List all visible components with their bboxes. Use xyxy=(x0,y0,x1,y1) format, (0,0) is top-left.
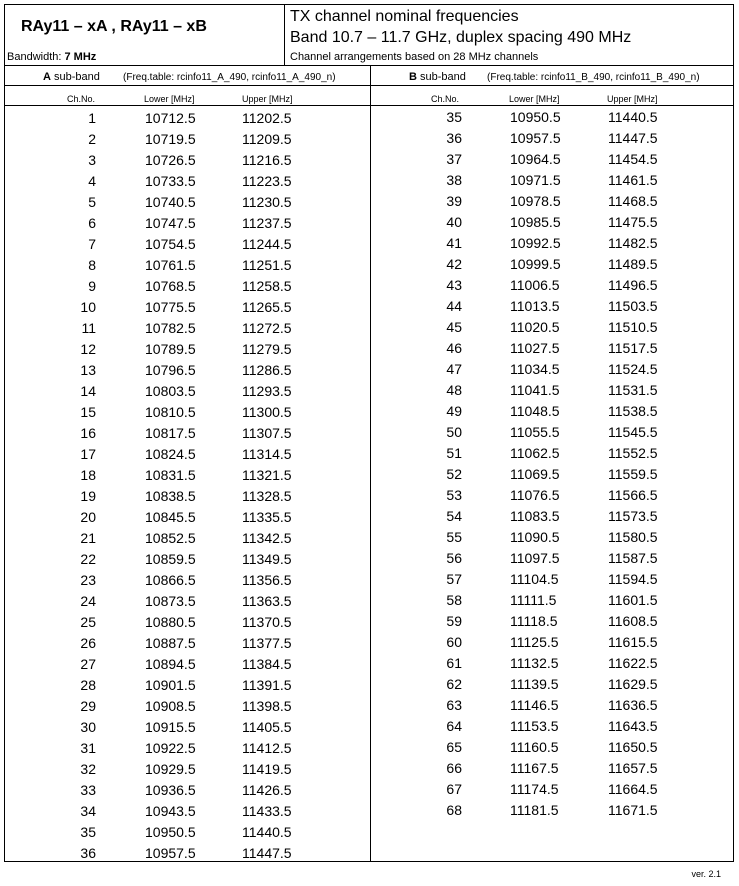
subband-a-lower-frequency: 10887.5 xyxy=(145,635,196,651)
subband-b-channel-number: 45 xyxy=(446,319,462,335)
subband-b-channel-number: 43 xyxy=(446,277,462,293)
subband-a-channel-number: 25 xyxy=(80,614,96,630)
subband-a-channel-number: 27 xyxy=(80,656,96,672)
subband-a-upper-frequency: 11293.5 xyxy=(242,383,292,399)
subband-b-lower-frequency: 11090.5 xyxy=(510,529,560,545)
subband-a-upper-frequency: 11412.5 xyxy=(242,740,292,756)
subband-a-upper-frequency: 11307.5 xyxy=(242,425,292,441)
subband-b-table-row xyxy=(5,256,733,277)
subband-a-channel-number: 18 xyxy=(80,467,96,483)
subband-a-lower-frequency: 10733.5 xyxy=(145,173,196,189)
subband-b-channel-number: 46 xyxy=(446,340,462,356)
subband-b-lower-frequency: 11104.5 xyxy=(510,571,559,587)
subband-a-lower-frequency: 10817.5 xyxy=(145,425,196,441)
subband-b-lower-frequency: 10950.5 xyxy=(510,109,561,125)
subband-b-table-row xyxy=(5,382,733,403)
subband-a-upper-frequency: 11279.5 xyxy=(242,341,292,357)
subband-b-table-row xyxy=(5,403,733,424)
subband-a-lower-frequency: 10950.5 xyxy=(145,824,196,840)
subband-b-freq-table: (Freq.table: rcinfo11_B_490, rcinfo11_B_490_n) xyxy=(487,72,700,83)
subband-a-lower-frequency: 10901.5 xyxy=(145,677,196,693)
subband-b-channel-number: 51 xyxy=(446,445,462,461)
subband-a-heading xyxy=(43,71,100,83)
subband-a-upper-frequency: 11356.5 xyxy=(242,572,292,588)
subband-b-lower-frequency: 11174.5 xyxy=(510,781,559,797)
subband-a-channel-number: 3 xyxy=(88,152,96,168)
subband-b-table-row xyxy=(5,676,733,697)
subband-b-lower-frequency: 11139.5 xyxy=(510,676,559,692)
title-line-2: Band 10.7 – 11.7 GHz, duplex spacing 490 MHz xyxy=(290,29,632,46)
subband-b-table-row xyxy=(5,592,733,613)
title-line-1: TX channel nominal frequencies xyxy=(290,8,519,25)
subband-a-lower-frequency: 10908.5 xyxy=(145,698,196,714)
subband-b-channel-number: 68 xyxy=(446,802,462,818)
subband-b-channel-number: 67 xyxy=(446,781,462,797)
subband-b-upper-frequency: 11671.5 xyxy=(608,802,658,818)
subband-a-lower-frequency: 10810.5 xyxy=(145,404,196,420)
bandwidth xyxy=(7,51,96,63)
subband-a-upper-frequency: 11314.5 xyxy=(242,446,292,462)
subband-b-channel-number: 61 xyxy=(446,655,462,671)
subband-a-col-upper: Upper [MHz] xyxy=(242,94,293,104)
subband-b-heading xyxy=(409,71,466,83)
subband-a-upper-frequency: 11223.5 xyxy=(242,173,292,189)
subband-b-table-row xyxy=(5,655,733,676)
subband-a-lower-frequency: 10838.5 xyxy=(145,488,196,504)
subband-a-col-ch: Ch.No. xyxy=(67,94,96,104)
subband-a-lower-frequency: 10922.5 xyxy=(145,740,196,756)
subband-b-upper-frequency: 11496.5 xyxy=(608,277,658,293)
subband-a-upper-frequency: 11349.5 xyxy=(242,551,292,567)
subband-a-freq-table: (Freq.table: rcinfo11_A_490, rcinfo11_A_490_n) xyxy=(123,72,336,83)
subband-b-channel-number: 64 xyxy=(446,718,462,734)
subband-b-lower-frequency: 11125.5 xyxy=(510,634,559,650)
subband-b-upper-frequency: 11524.5 xyxy=(608,361,658,377)
subband-a-channel-number: 28 xyxy=(80,677,96,693)
subband-a-channel-number: 10 xyxy=(80,299,96,315)
subband-b-table-row xyxy=(5,697,733,718)
subband-a-lower-frequency: 10719.5 xyxy=(145,131,196,147)
subband-b-channel-number: 59 xyxy=(446,613,462,629)
subband-a-lower-frequency: 10796.5 xyxy=(145,362,196,378)
subband-b-lower-frequency: 11069.5 xyxy=(510,466,560,482)
subband-a-upper-frequency: 11251.5 xyxy=(242,257,292,273)
subband-a-lower-frequency: 10894.5 xyxy=(145,656,196,672)
subband-a-lower-frequency: 10873.5 xyxy=(145,593,196,609)
subband-a-channel-number: 9 xyxy=(88,278,96,294)
subband-b-upper-frequency: 11587.5 xyxy=(608,550,658,566)
subband-b-col-upper: Upper [MHz] xyxy=(607,94,658,104)
subband-b-upper-frequency: 11468.5 xyxy=(608,193,658,209)
subband-rule xyxy=(5,85,733,86)
subband-b-table-row xyxy=(5,466,733,487)
subband-b-channel-number: 60 xyxy=(446,634,462,650)
subband-a-table-row xyxy=(5,824,733,845)
subband-a-lower-frequency: 10789.5 xyxy=(145,341,196,357)
version-label: ver. 2.1 xyxy=(691,869,721,879)
subband-b-lower-frequency: 10957.5 xyxy=(510,130,561,146)
subband-b-upper-frequency: 11650.5 xyxy=(608,739,658,755)
subband-a-name: sub-band xyxy=(54,71,100,83)
subband-a-upper-frequency: 11433.5 xyxy=(242,803,292,819)
subband-b-table-row xyxy=(5,319,733,340)
subband-b-channel-number: 53 xyxy=(446,487,462,503)
subband-b-channel-number: 37 xyxy=(446,151,462,167)
subband-a-channel-number: 23 xyxy=(80,572,96,588)
header-divider xyxy=(284,5,285,65)
subband-a-channel-number: 8 xyxy=(88,257,96,273)
subband-b-lower-frequency: 11041.5 xyxy=(510,382,560,398)
subband-a-channel-number: 15 xyxy=(80,404,96,420)
subband-b-upper-frequency: 11573.5 xyxy=(608,508,658,524)
subband-a-lower-frequency: 10761.5 xyxy=(145,257,196,273)
subband-b-upper-frequency: 11531.5 xyxy=(608,382,658,398)
subband-a-upper-frequency: 11237.5 xyxy=(242,215,292,231)
subband-b-upper-frequency: 11643.5 xyxy=(608,718,658,734)
subband-b-upper-frequency: 11552.5 xyxy=(608,445,658,461)
subband-a-channel-number: 4 xyxy=(88,173,96,189)
subband-a-lower-frequency: 10775.5 xyxy=(145,299,196,315)
subband-a-upper-frequency: 11342.5 xyxy=(242,530,292,546)
subband-a-lower-frequency: 10929.5 xyxy=(145,761,196,777)
subband-b-upper-frequency: 11510.5 xyxy=(608,319,658,335)
subband-b-upper-frequency: 11440.5 xyxy=(608,109,658,125)
subband-a-upper-frequency: 11300.5 xyxy=(242,404,292,420)
subband-b-channel-number: 58 xyxy=(446,592,462,608)
subband-a-lower-frequency: 10845.5 xyxy=(145,509,196,525)
subband-b-channel-number: 65 xyxy=(446,739,462,755)
subband-b-lower-frequency: 11048.5 xyxy=(510,403,560,419)
subband-a-channel-number: 26 xyxy=(80,635,96,651)
subband-b-lower-frequency: 11020.5 xyxy=(510,319,560,335)
subband-b-channel-number: 49 xyxy=(446,403,462,419)
subband-b-table-row xyxy=(5,550,733,571)
subband-b-lower-frequency: 10999.5 xyxy=(510,256,561,272)
subband-b-channel-number: 63 xyxy=(446,697,462,713)
subband-a-channel-number: 36 xyxy=(80,845,96,861)
subband-a-upper-frequency: 11363.5 xyxy=(242,593,292,609)
subband-b-lower-frequency: 11076.5 xyxy=(510,487,560,503)
subband-a-lower-frequency: 10747.5 xyxy=(145,215,196,231)
subband-b-lower-frequency: 11153.5 xyxy=(510,718,559,734)
subband-b-table-row xyxy=(5,529,733,550)
subband-b-table-row xyxy=(5,214,733,235)
subband-b-upper-frequency: 11615.5 xyxy=(608,634,658,650)
model-title: RAy11 – xA , RAy11 – xB xyxy=(21,18,207,35)
subband-a-channel-number: 19 xyxy=(80,488,96,504)
subband-a-upper-frequency: 11244.5 xyxy=(242,236,292,252)
subband-a-upper-frequency: 11426.5 xyxy=(242,782,292,798)
subband-b-table-row xyxy=(5,508,733,529)
subband-a-upper-frequency: 11265.5 xyxy=(242,299,292,315)
subband-b-col-ch: Ch.No. xyxy=(431,94,460,104)
subband-b-lower-frequency: 11083.5 xyxy=(510,508,560,524)
subband-b-lower-frequency: 11013.5 xyxy=(510,298,560,314)
subband-a-lower-frequency: 10943.5 xyxy=(145,803,196,819)
subband-b-lower-frequency: 11167.5 xyxy=(510,760,559,776)
subband-a-upper-frequency: 11286.5 xyxy=(242,362,292,378)
subband-b-table-row xyxy=(5,781,733,802)
subband-b-channel-number: 35 xyxy=(446,109,462,125)
subband-a-table-row xyxy=(5,845,733,866)
subband-b-channel-number: 36 xyxy=(446,130,462,146)
subband-b-channel-number: 52 xyxy=(446,466,462,482)
subband-a-upper-frequency: 11202.5 xyxy=(242,110,292,126)
subband-b-upper-frequency: 11657.5 xyxy=(608,760,658,776)
subband-a-upper-frequency: 11440.5 xyxy=(242,824,292,840)
subband-b-upper-frequency: 11636.5 xyxy=(608,697,658,713)
subband-a-upper-frequency: 11335.5 xyxy=(242,509,292,525)
bandwidth-value: 7 MHz xyxy=(64,51,97,63)
subband-b-channel-number: 50 xyxy=(446,424,462,440)
subband-a-upper-frequency: 11398.5 xyxy=(242,698,292,714)
subband-b-lower-frequency: 11132.5 xyxy=(510,655,559,671)
subband-a-channel-number: 30 xyxy=(80,719,96,735)
subband-b-channel-number: 47 xyxy=(446,361,462,377)
subband-a-upper-frequency: 11384.5 xyxy=(242,656,292,672)
subband-b-letter: B xyxy=(409,71,417,83)
subband-a-lower-frequency: 10957.5 xyxy=(145,845,196,861)
subband-a-lower-frequency: 10768.5 xyxy=(145,278,196,294)
subband-b-table-row xyxy=(5,235,733,256)
subband-b-table-row xyxy=(5,571,733,592)
subband-b-upper-frequency: 11517.5 xyxy=(608,340,658,356)
subband-b-upper-frequency: 11482.5 xyxy=(608,235,658,251)
subband-b-lower-frequency: 10985.5 xyxy=(510,214,561,230)
subband-b-lower-frequency: 11118.5 xyxy=(510,613,558,629)
subband-b-channel-number: 38 xyxy=(446,172,462,188)
subband-b-channel-number: 44 xyxy=(446,298,462,314)
subband-b-upper-frequency: 11447.5 xyxy=(608,130,658,146)
subband-a-upper-frequency: 11209.5 xyxy=(242,131,292,147)
subband-b-channel-number: 39 xyxy=(446,193,462,209)
subband-b-lower-frequency: 10992.5 xyxy=(510,235,561,251)
subband-a-lower-frequency: 10712.5 xyxy=(145,110,196,126)
subband-a-lower-frequency: 10915.5 xyxy=(145,719,196,735)
subband-b-table-row xyxy=(5,424,733,445)
subband-b-upper-frequency: 11454.5 xyxy=(608,151,658,167)
subband-b-table-row xyxy=(5,613,733,634)
subband-b-channel-number: 42 xyxy=(446,256,462,272)
subband-a-channel-number: 21 xyxy=(80,530,96,546)
subband-a-upper-frequency: 11419.5 xyxy=(242,761,292,777)
subband-b-upper-frequency: 11594.5 xyxy=(608,571,658,587)
subband-a-lower-frequency: 10831.5 xyxy=(145,467,196,483)
subband-b-upper-frequency: 11629.5 xyxy=(608,676,658,692)
subband-b-upper-frequency: 11559.5 xyxy=(608,466,658,482)
subband-a-upper-frequency: 11321.5 xyxy=(242,467,292,483)
subband-a-channel-number: 29 xyxy=(80,698,96,714)
subband-a-upper-frequency: 11447.5 xyxy=(242,845,292,861)
subband-b-channel-number: 54 xyxy=(446,508,462,524)
subband-a-upper-frequency: 11391.5 xyxy=(242,677,292,693)
subband-b-table-row xyxy=(5,130,733,151)
subband-b-channel-number: 62 xyxy=(446,676,462,692)
subband-b-lower-frequency: 10978.5 xyxy=(510,193,561,209)
title-line-3: Channel arrangements based on 28 MHz channels xyxy=(290,51,539,63)
subband-b-lower-frequency: 11055.5 xyxy=(510,424,560,440)
subband-b-table-row xyxy=(5,361,733,382)
subband-a-channel-number: 7 xyxy=(88,236,96,252)
subband-a-upper-frequency: 11370.5 xyxy=(242,614,292,630)
subband-b-upper-frequency: 11475.5 xyxy=(608,214,658,230)
subband-b-channel-number: 66 xyxy=(446,760,462,776)
subband-b-channel-number: 41 xyxy=(446,235,462,251)
subband-b-lower-frequency: 11097.5 xyxy=(510,550,560,566)
subband-b-lower-frequency: 10964.5 xyxy=(510,151,561,167)
subband-b-table-row xyxy=(5,634,733,655)
subband-b-lower-frequency: 11160.5 xyxy=(510,739,559,755)
subband-a-upper-frequency: 11377.5 xyxy=(242,635,292,651)
subband-b-table-row xyxy=(5,445,733,466)
subband-b-upper-frequency: 11608.5 xyxy=(608,613,658,629)
subband-b-table-row xyxy=(5,718,733,739)
subband-b-lower-frequency: 11027.5 xyxy=(510,340,560,356)
subband-a-upper-frequency: 11272.5 xyxy=(242,320,292,336)
subband-a-channel-number: 22 xyxy=(80,551,96,567)
subband-a-upper-frequency: 11258.5 xyxy=(242,278,292,294)
subband-b-lower-frequency: 11111.5 xyxy=(510,592,557,608)
subband-a-lower-frequency: 10726.5 xyxy=(145,152,196,168)
subband-a-channel-number: 17 xyxy=(80,446,96,462)
subband-a-upper-frequency: 11230.5 xyxy=(242,194,292,210)
subband-b-col-lower: Lower [MHz] xyxy=(509,94,560,104)
subband-b-lower-frequency: 11034.5 xyxy=(510,361,560,377)
subband-b-channel-number: 57 xyxy=(446,571,462,587)
subband-a-channel-number: 12 xyxy=(80,341,96,357)
subband-b-upper-frequency: 11580.5 xyxy=(608,529,658,545)
subband-a-channel-number: 2 xyxy=(88,131,96,147)
subband-a-channel-number: 6 xyxy=(88,215,96,231)
subband-b-table-row xyxy=(5,340,733,361)
subband-a-lower-frequency: 10803.5 xyxy=(145,383,196,399)
subband-a-lower-frequency: 10880.5 xyxy=(145,614,196,630)
subband-b-table-row xyxy=(5,109,733,130)
subband-a-upper-frequency: 11328.5 xyxy=(242,488,292,504)
subband-b-upper-frequency: 11503.5 xyxy=(608,298,658,314)
subband-a-channel-number: 1 xyxy=(88,110,96,126)
subband-a-lower-frequency: 10740.5 xyxy=(145,194,196,210)
subband-b-upper-frequency: 11461.5 xyxy=(608,172,658,188)
subband-a-channel-number: 34 xyxy=(80,803,96,819)
subband-a-upper-frequency: 11405.5 xyxy=(242,719,292,735)
subband-a-lower-frequency: 10866.5 xyxy=(145,572,196,588)
subband-b-table-row xyxy=(5,802,733,823)
subband-a-channel-number: 32 xyxy=(80,761,96,777)
subband-a-channel-number: 16 xyxy=(80,425,96,441)
subband-b-table-row xyxy=(5,193,733,214)
subband-b-channel-number: 55 xyxy=(446,529,462,545)
subband-a-channel-number: 13 xyxy=(80,362,96,378)
subband-a-lower-frequency: 10852.5 xyxy=(145,530,196,546)
subband-b-upper-frequency: 11601.5 xyxy=(608,592,658,608)
subband-b-upper-frequency: 11538.5 xyxy=(608,403,658,419)
subband-a-channel-number: 20 xyxy=(80,509,96,525)
subband-a-channel-number: 5 xyxy=(88,194,96,210)
subband-b-upper-frequency: 11622.5 xyxy=(608,655,658,671)
subband-b-table-row xyxy=(5,760,733,781)
subband-b-lower-frequency: 10971.5 xyxy=(510,172,561,188)
subband-a-lower-frequency: 10754.5 xyxy=(145,236,196,252)
subband-b-table-row xyxy=(5,151,733,172)
subband-b-channel-number: 56 xyxy=(446,550,462,566)
subband-b-lower-frequency: 11006.5 xyxy=(510,277,560,293)
subband-b-name: sub-band xyxy=(420,71,466,83)
subband-b-lower-frequency: 11181.5 xyxy=(510,802,559,818)
header-rule xyxy=(5,65,733,66)
subband-b-upper-frequency: 11489.5 xyxy=(608,256,658,272)
subband-a-channel-number: 11 xyxy=(81,320,96,336)
column-header-rule xyxy=(5,105,733,106)
subband-a-channel-number: 33 xyxy=(80,782,96,798)
bandwidth-label: Bandwidth: xyxy=(7,51,62,63)
subband-b-table-row xyxy=(5,172,733,193)
subband-b-lower-frequency: 11146.5 xyxy=(510,697,559,713)
subband-b-upper-frequency: 11664.5 xyxy=(608,781,658,797)
subband-a-lower-frequency: 10936.5 xyxy=(145,782,196,798)
subband-b-table-row xyxy=(5,739,733,760)
subband-b-lower-frequency: 11062.5 xyxy=(510,445,560,461)
subband-a-channel-number: 35 xyxy=(80,824,96,840)
subband-b-channel-number: 48 xyxy=(446,382,462,398)
subband-a-col-lower: Lower [MHz] xyxy=(144,94,195,104)
subband-a-letter: A xyxy=(43,71,51,83)
subband-b-channel-number: 40 xyxy=(446,214,462,230)
subband-a-lower-frequency: 10859.5 xyxy=(145,551,196,567)
subband-a-channel-number: 31 xyxy=(80,740,96,756)
subband-a-upper-frequency: 11216.5 xyxy=(242,152,292,168)
subband-a-channel-number: 24 xyxy=(80,593,96,609)
subband-a-lower-frequency: 10824.5 xyxy=(145,446,196,462)
subband-b-upper-frequency: 11545.5 xyxy=(608,424,658,440)
subband-b-table-row xyxy=(5,277,733,298)
subband-a-channel-number: 14 xyxy=(80,383,96,399)
subband-b-table-row xyxy=(5,487,733,508)
subband-a-lower-frequency: 10782.5 xyxy=(145,320,196,336)
subband-b-table-row xyxy=(5,298,733,319)
document-frame xyxy=(4,4,734,862)
subband-b-upper-frequency: 11566.5 xyxy=(608,487,658,503)
